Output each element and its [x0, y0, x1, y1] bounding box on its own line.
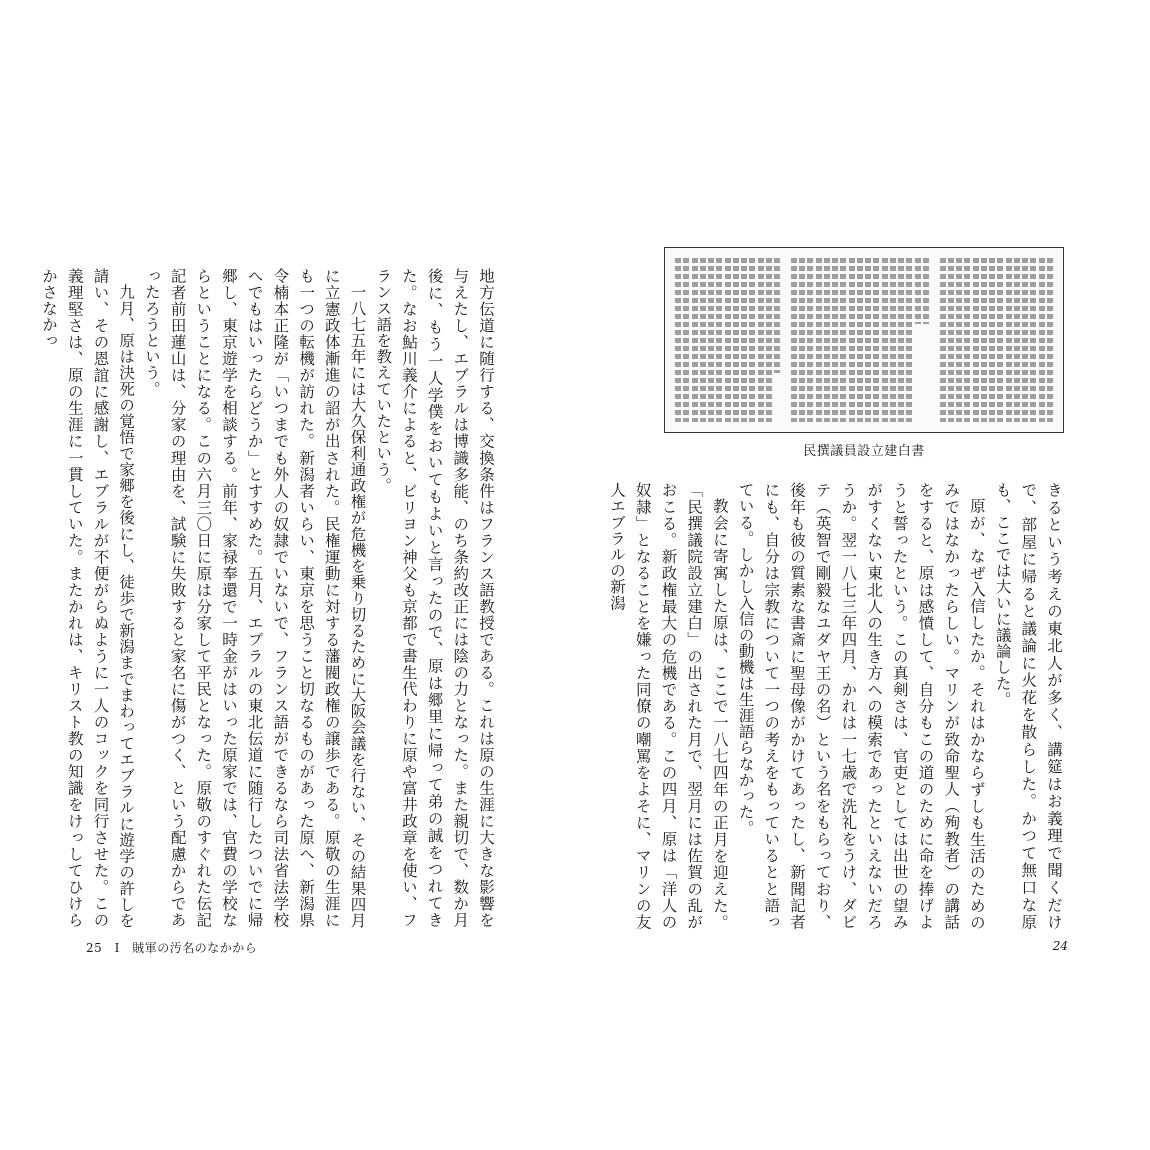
document-image	[675, 258, 1053, 422]
historical-document-figure	[664, 247, 1064, 433]
page-number: 25	[86, 941, 103, 955]
paragraph: きるという考えの東北人が多く、講筵はお義理で聞くだけで、部屋に帰ると議論に火花を散らした。かつて無口な原も、ここでは大いに議論した。	[993, 482, 1063, 930]
paragraph: 九月、原は決死の覚悟で家郷を後にし、徒歩で新潟までまわってエブラルに遊学の許しを請い、その恩誼に感謝し、エブラルが不便がらぬように一人のコックを同行させた。この義理堅さは、原の生涯に一貫していた。またかれは、キリスト教の知識をけっしてひけらかさなかっ	[40, 268, 136, 928]
paragraph: 教会に寄寓した原は、ここで一八七四年の正月を迎えた。「民撰議院設立建白」の出された月で、翌月には佐賀の乱がおこる。新政権最大の危機である。この四月、原は「洋人の奴隷」となることを嫌った同僚の嘲罵をよそに、マリンの友人エブラルの新潟	[608, 482, 729, 930]
right-page-number: 24	[1052, 939, 1068, 953]
paragraph: 原が、なぜ入信したか。それはかならずしも生活のためのみではなかったらしい。マリンが致命聖人（殉教者）の講話をすると、原は感憤して、自分もこの道のために命を捧げようと誓ったという。この真剣さは、官吏としては出世の望みがすくない東北人の生き方への模索であったといえないだろうか。翌一八七三年四月、かれは一七歳で洗礼をうけ、ダビテ（英智で剛毅なユダヤ王の名）という名をもらっており、後年も彼の質素な書斎に聖母像がかけてあったし、新聞記者にも、自分は宗教について一つの考えをもっているとと語っている。しかし入信の動機は生涯語らなかった。	[736, 482, 986, 930]
paragraph: 一八七五年には大久保利通政権が危機を乗り切るために大阪会議を行ない、その結果四月に立憲政体漸進の詔が出された。民権運動に対する藩閥政権の譲歩である。原敬の生涯にも一つの転機が訪れた。新潟者いらい、東京を思うこと切なるものがあった原へ、新潟県令楠本正隆が「いつまでも外人の奴隷でいないで、フランス語ができるなら司法省法学校へでもはいったらどうか」とすすめた。五月、エブラルの東北伝道に随行したついでに帰郷し、東京遊学を相談する。前年、家禄奉還で一時金がはいった原家では、官費の学校ならということになる。この六月三〇日に原は分家して平民となった。原敬のすぐれた伝記記者前田蓮山は、分家の理由を、試験に失敗すると家名に傷がつく、という配慮からであったろうという。	[142, 268, 367, 928]
paragraph: 地方伝道に随行する、交換条件はフランス語教授である。これは原の生涯に大きな影響を与えたし、エブラルは博識多能、のち条約改正には陰の力となった。また親切で、数か月後に、もう一人学僕をおいてもよいと言ったので、原は郷里に帰って弟の誠をつれてきた。なお鮎川義介によると、ビリヨン神父も京都で書生代わりに原や富井政章を使い、フランス語を教えていたという。	[374, 268, 495, 928]
running-header-title: 賊軍の汚名のなかから	[132, 941, 258, 955]
left-page-footer	[86, 939, 265, 956]
right-page-body	[608, 482, 1066, 930]
figure-caption: 民撰議員設立建白書	[803, 444, 925, 459]
left-page-body	[40, 268, 498, 928]
chapter-number: I	[114, 941, 120, 955]
